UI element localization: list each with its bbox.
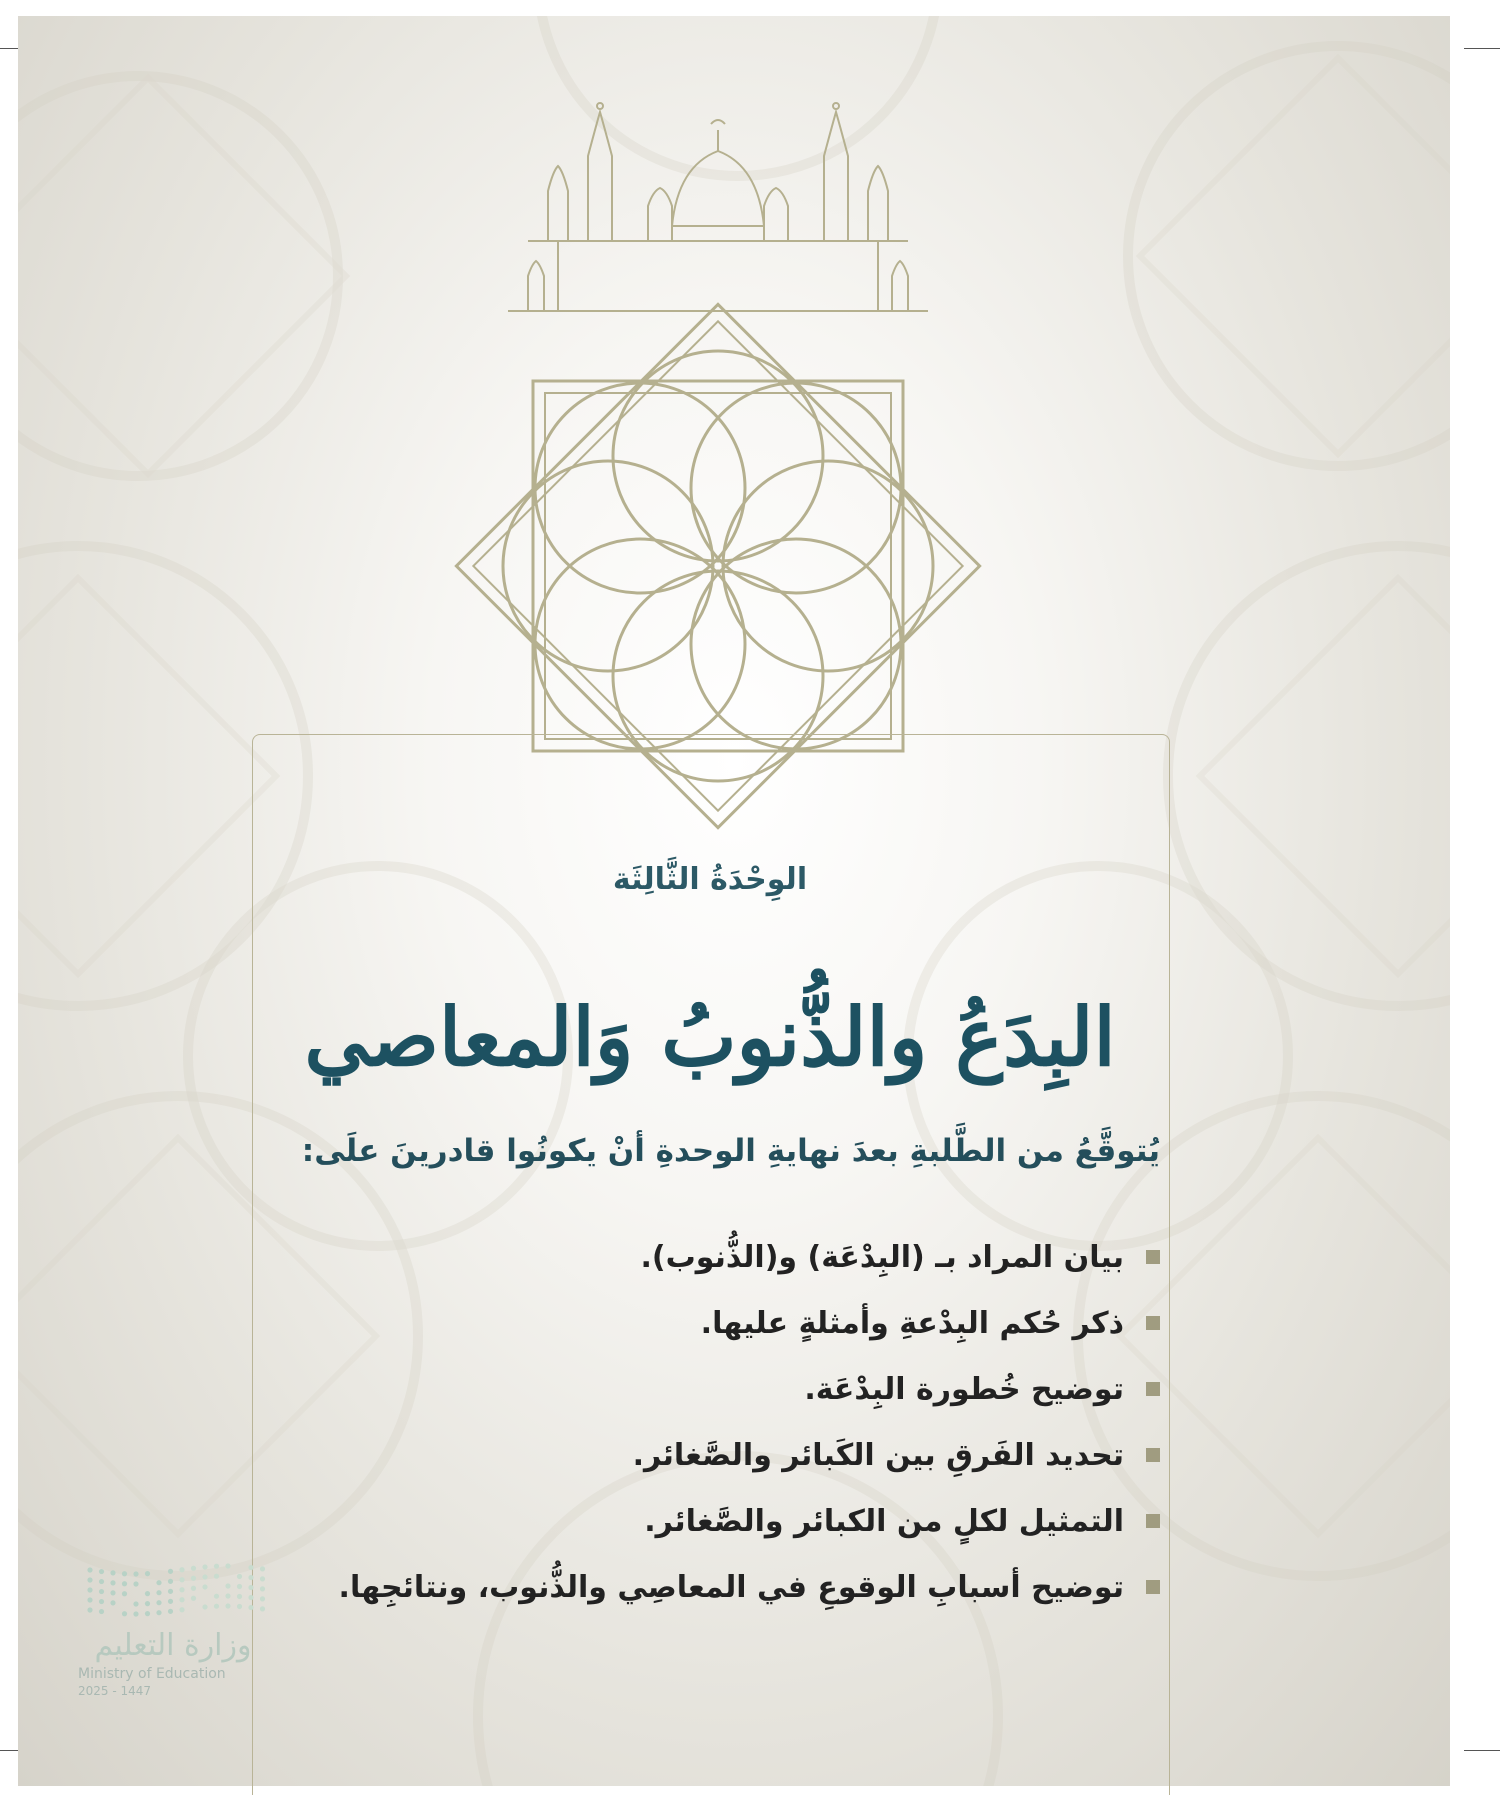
square-bullet-icon bbox=[1146, 1448, 1160, 1462]
ministry-name-english: Ministry of Education bbox=[78, 1666, 226, 1682]
objective-text: توضيح خُطورة البِدْعَة. bbox=[804, 1371, 1124, 1407]
list-item bbox=[280, 1554, 1160, 1620]
mosque-star-emblem bbox=[408, 96, 1028, 836]
list-item bbox=[280, 1224, 1160, 1290]
objective-text: تحديد الفَرقِ بين الكَبائر والصَّغائر. bbox=[632, 1437, 1124, 1473]
square-bullet-icon bbox=[1146, 1514, 1160, 1528]
square-bullet-icon bbox=[1146, 1250, 1160, 1264]
mosque-icon bbox=[508, 103, 928, 311]
list-item bbox=[280, 1488, 1160, 1554]
objectives-intro: يُتوقَّعُ من الطَّلبةِ بعدَ نهايةِ الوحدةِ أنْ يكونُوا قادرينَ علَى: bbox=[301, 1133, 1160, 1169]
objective-text: التمثيل لكلٍ من الكبائر والصَّغائر. bbox=[644, 1503, 1124, 1539]
list-item bbox=[280, 1356, 1160, 1422]
square-bullet-icon bbox=[1146, 1580, 1160, 1594]
crop-mark bbox=[1464, 1750, 1500, 1751]
objective-text: ذكر حُكم البِدْعةِ وأمثلةٍ عليها. bbox=[700, 1305, 1124, 1341]
list-item bbox=[280, 1422, 1160, 1488]
square-bullet-icon bbox=[1146, 1316, 1160, 1330]
objectives-list bbox=[280, 1224, 1160, 1620]
objective-text: توضيح أسبابِ الوقوعِ في المعاصِي والذُّنوب، ونتائجِها. bbox=[338, 1569, 1124, 1605]
ministry-logo bbox=[78, 1562, 278, 1698]
unit-title: البِدَعُ والذُّنوبُ وَالمعاصي bbox=[304, 990, 1116, 1084]
list-item bbox=[280, 1290, 1160, 1356]
square-bullet-icon bbox=[1146, 1382, 1160, 1396]
crop-mark bbox=[1464, 48, 1500, 49]
logo-year: 2025 - 1447 bbox=[78, 1684, 152, 1698]
unit-label: الوِحْدَةُ الثَّالِثَة bbox=[612, 862, 808, 897]
objective-text: بيان المراد بـ (البِدْعَة) و(الذُّنوب). bbox=[640, 1239, 1124, 1275]
ministry-name-arabic: وزارة التعليم bbox=[94, 1628, 252, 1663]
ministry-dots-icon bbox=[84, 1562, 274, 1622]
